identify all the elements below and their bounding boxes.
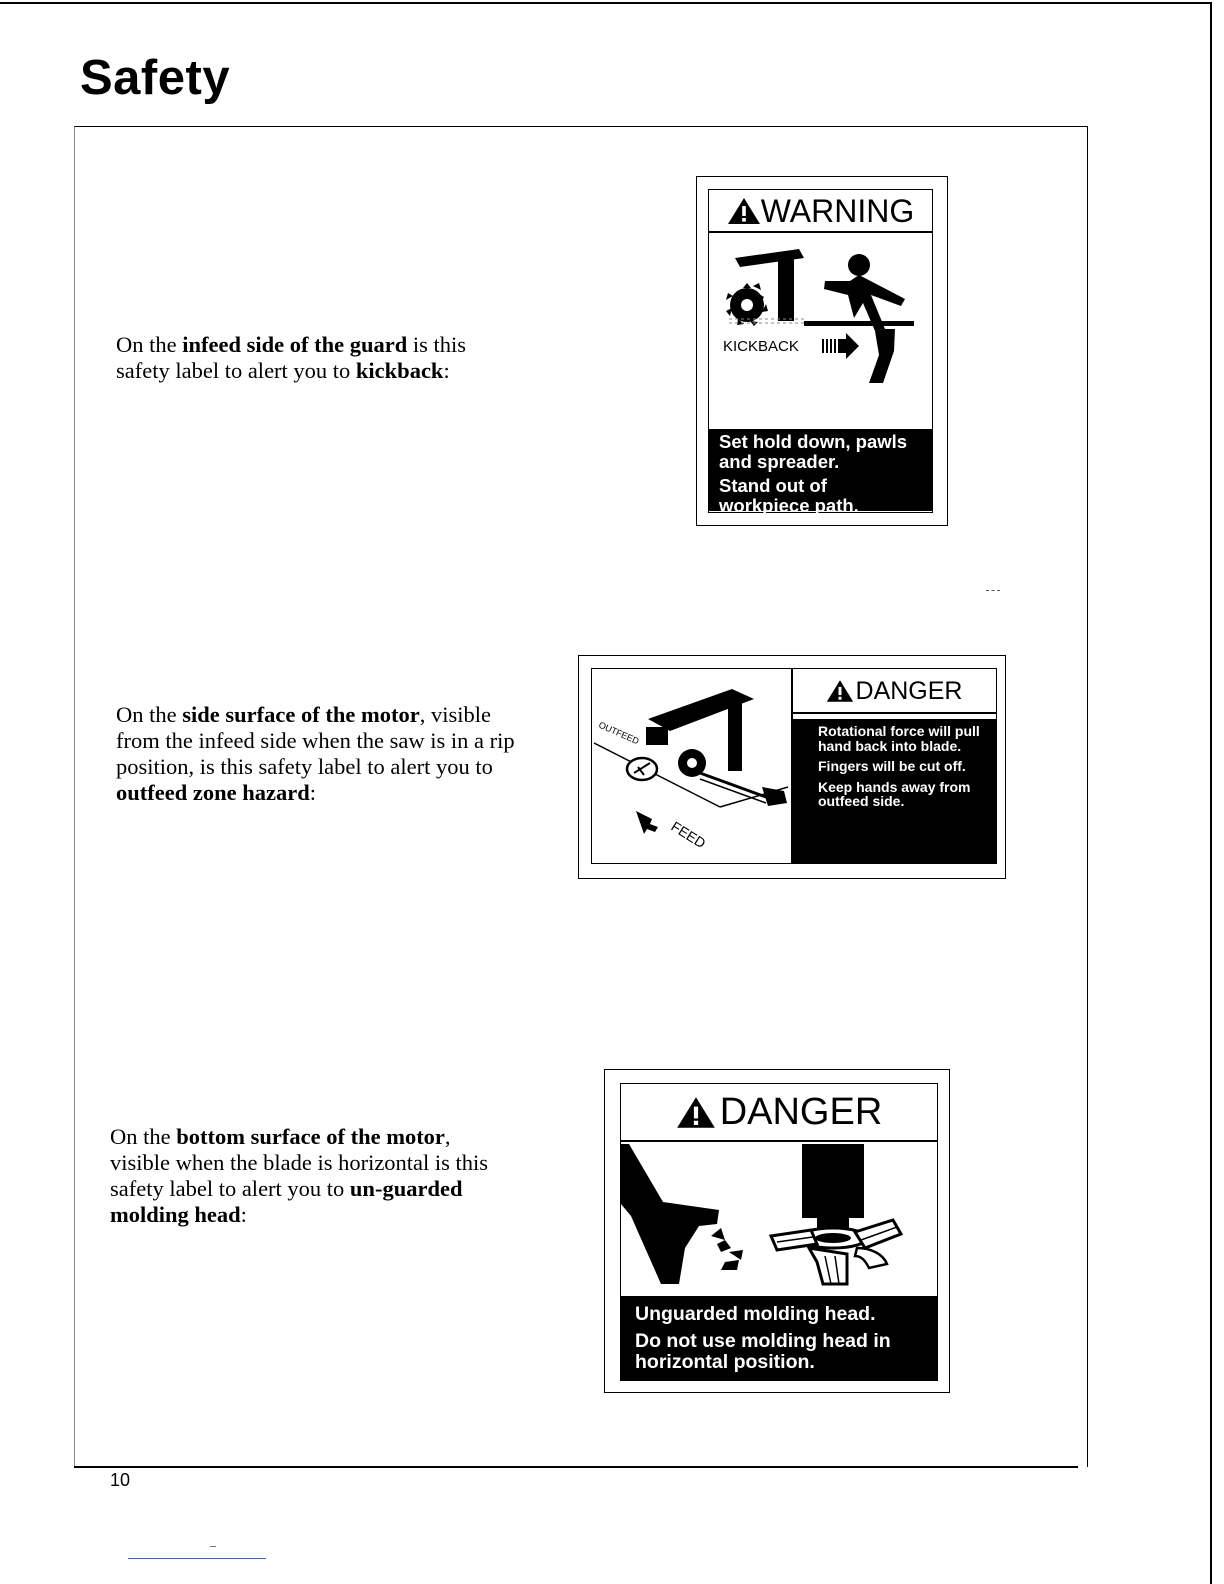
warning-triangle-icon (727, 197, 761, 225)
molding-message-1: Unguarded molding head. (635, 1303, 876, 1325)
warning-header (709, 190, 932, 233)
stray-mark (210, 1546, 216, 1547)
molding-head-pictogram-icon (621, 1144, 937, 1288)
outfeed-description: On the side surface of the motor, visible from the infeed side when the saw is in a rip position, is this safety label to alert you to outfeed zone hazard: (116, 702, 515, 805)
page-number: 10 (110, 1470, 131, 1490)
molding-description: On the bottom surface of the motor, visible when the blade is horizontal is this safety label to alert you to un-guarded molding head: (110, 1124, 489, 1227)
kickback-description: On the infeed side of the guard is this safety label to alert you to kickback: (116, 332, 467, 383)
outfeed-message-panel (792, 719, 996, 863)
kickback-warning-label (696, 176, 948, 526)
warning-signal-word: WARNING (760, 192, 915, 229)
molding-danger-label (604, 1069, 950, 1393)
molding-message-panel (621, 1296, 937, 1380)
kickback-text: KICKBACK (723, 338, 799, 355)
outfeed-danger-header (792, 669, 996, 714)
kickback-pictogram-icon (709, 233, 931, 419)
outfeed-message-3: Keep hands away from outfeed side. (818, 778, 971, 809)
feed-arrow-icon (636, 811, 658, 834)
molding-danger-signal-word: DANGER (719, 1091, 883, 1133)
outfeed-message-2: Fingers will be cut off. (818, 758, 966, 774)
page-title: Safety (80, 51, 231, 105)
outfeed-message-1: Rotational force will pull hand back into blade. (818, 723, 980, 754)
danger-triangle-icon (676, 1096, 716, 1129)
feed-text: FEED (668, 817, 709, 852)
stray-mark (986, 590, 1000, 592)
molding-danger-header (621, 1084, 937, 1142)
outfeed-pictogram-icon (592, 669, 792, 863)
warning-message-1: Set hold down, pawls and spreader. (719, 431, 908, 472)
outfeed-text: OUTFEED (597, 719, 641, 747)
top-border-line (0, 2, 1212, 4)
warning-message-2: Stand out of workpiece path. (719, 475, 859, 516)
footer-underline (128, 1558, 266, 1559)
warning-message-panel (709, 429, 932, 516)
molding-message-2: Do not use molding head in horizontal position. (635, 1330, 891, 1373)
danger-triangle-icon (826, 679, 854, 703)
outfeed-danger-label (578, 655, 1006, 879)
kickback-arrow-icon (822, 333, 859, 359)
right-border-line (1210, 2, 1212, 1584)
content-frame-bottom (74, 1466, 1078, 1468)
outfeed-danger-signal-word: DANGER (855, 676, 963, 705)
